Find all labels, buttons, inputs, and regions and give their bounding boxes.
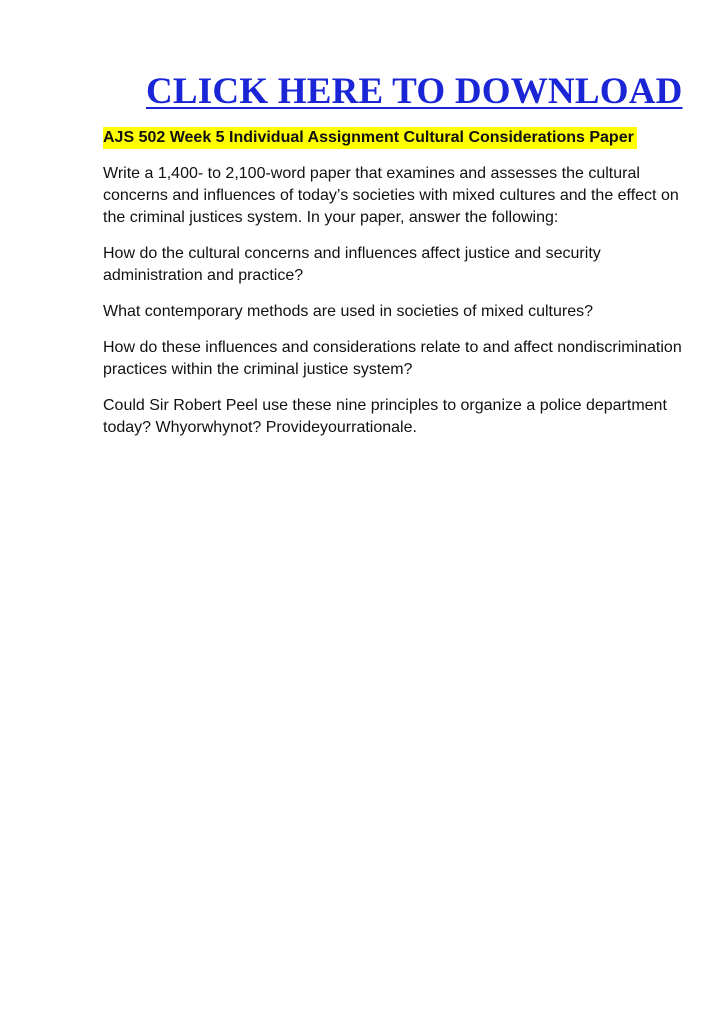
paragraph-question-1: How do the cultural concerns and influences affect justice and security administration and practice? (103, 245, 601, 284)
paragraph-question-2: What contemporary methods are used in societies of mixed cultures? (103, 303, 594, 320)
download-link[interactable]: CLICK HERE TO DOWNLOAD (146, 71, 683, 112)
paragraph-question-3: How do these influences and considerations relate to and affect nondiscrimination practices within the criminal justice system? (103, 339, 682, 378)
paragraph-question-4: Could Sir Robert Peel use these nine principles to organize a police department today? Whyorwhynot? Provideyourrationale. (103, 397, 667, 436)
assignment-title: AJS 502 Week 5 Individual Assignment Cultural Considerations Paper (103, 127, 637, 149)
paragraph-instructions: Write a 1,400- to 2,100-word paper that examines and assesses the cultural concerns and influences of today’s societies with mixed cultures and the effect on the criminal justices system. In your paper, answer the following: (103, 165, 679, 226)
document-body (103, 127, 683, 439)
